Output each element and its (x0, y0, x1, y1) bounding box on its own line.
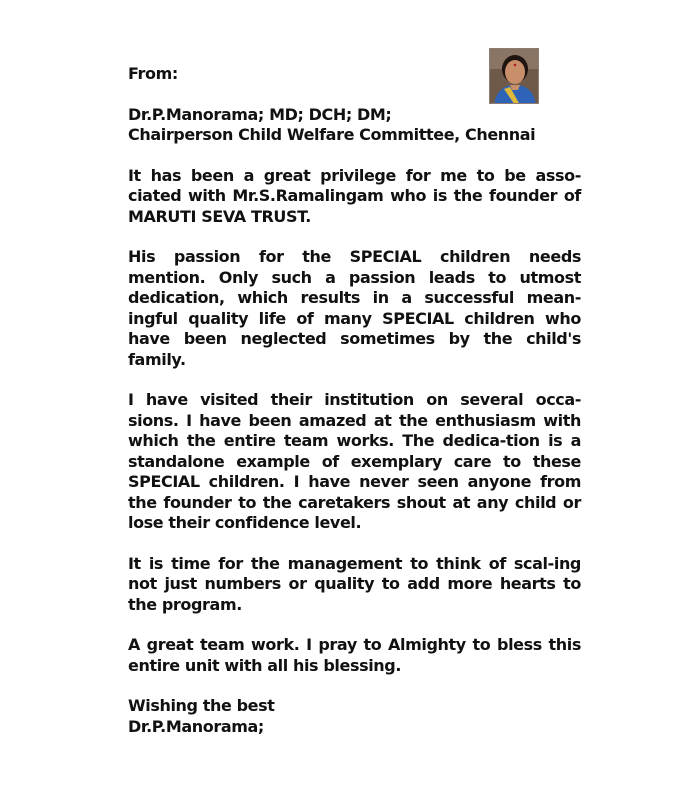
sender-title: Chairperson Child Welfare Committee, Chennai (128, 125, 536, 144)
letter-paragraph-2: His passion for the SPECIAL children needs mention. Only such a passion leads to utmost dedication, which results in a successful mean-ingful quality life of many SPECIAL children who have been neglected sometimes by the child's family. (128, 247, 581, 369)
from-label: From: (128, 64, 178, 83)
closing-block (128, 696, 581, 737)
letter-paragraph-5: A great team work. I pray to Almighty to bless this entire unit with all his blessing. (128, 635, 581, 675)
letter-paragraph-3: I have visited their institution on several occa-sions. I have been amazed at the enthusiasm with which the entire team works. The dedica-tion is a standalone example of exemplary care to these SPECIAL children. I have never seen anyone from the founder to the caretakers shout at any child or lose their confidence level. (128, 390, 581, 532)
sender-name-credentials: Dr.P.Manorama; MD; DCH; DM; (128, 104, 392, 124)
testimonial-letter (128, 64, 581, 737)
closing-salutation: Wishing the best (128, 696, 275, 715)
sender-block (128, 105, 581, 146)
letter-paragraph-4: It is time for the management to think of scal-ing not just numbers or quality to add more hearts to the program. (128, 553, 581, 614)
signature-name: Dr.P.Manorama; (128, 716, 264, 736)
letter-paragraph-1: It has been a great privilege for me to be asso-ciated with Mr.S.Ramalingam who is the founder of MARUTI SEVA TRUST. (128, 165, 581, 226)
